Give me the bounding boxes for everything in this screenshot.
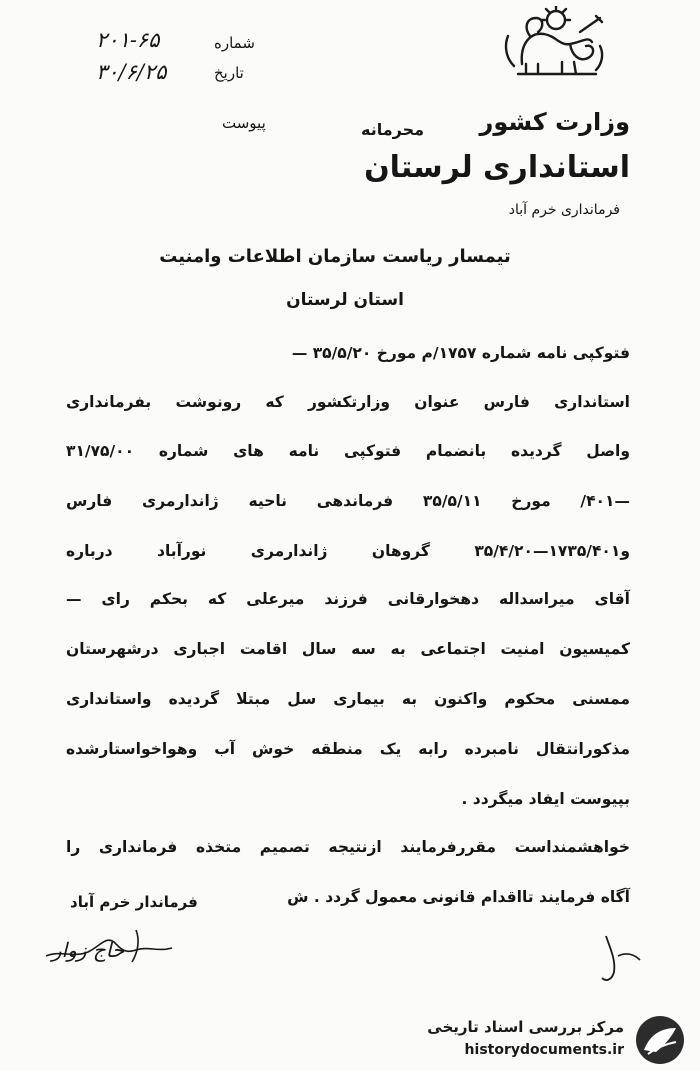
date-label: تاریخ	[214, 64, 244, 82]
body-line: فتوکپی نامه شماره ۱۷۵۷/م مورخ ۳۵/۵/۲۰ —	[291, 344, 630, 362]
body-line: —۴۰۱/ مورخ ۳۵/۵/۱۱ فرماندهی ناحیه ژاندارمری فارس	[66, 492, 630, 510]
body-line: و۱۷۳۵/۴۰۱—۳۵/۴/۲۰ گروهان ژاندارمری نورآباد درباره	[66, 542, 630, 560]
addressee-province: استان لرستان	[286, 290, 404, 310]
date-value: ۳۰/۶/۲۵	[96, 60, 167, 84]
handwritten-mark-icon	[596, 926, 646, 986]
sub-office-name: فرمانداری خرم آباد	[508, 202, 620, 218]
body-line: استانداری فارس عنوان وزارتکشور که رونوشت بفرمانداری	[66, 393, 630, 411]
body-line: مذکورانتقال نامبرده رابه یک منطقه خوش آب وهواخواستارشده	[66, 740, 630, 758]
attachment-label: پیوست	[222, 114, 266, 132]
body-line: کمیسیون امنیت اجتماعی به سه سال اقامت اجباری درشهرستان	[66, 640, 630, 658]
signature-name: حاج زوار	[52, 938, 125, 962]
body-line: آقای میراسداله دهخوارقانی فرزند میرعلی که بحکم رای —	[66, 590, 630, 608]
body-line: ممسنی محکوم واکنون به بیماری سل مبتلا گردیده واستانداری	[66, 690, 630, 708]
archive-logo-icon	[632, 1014, 688, 1066]
addressee-title: تیمسار ریاست سازمان اطلاعات وامنیت	[159, 246, 511, 267]
body-line: بپیوست ایفاد میگردد .	[461, 790, 630, 808]
classification-label: محرمانه	[360, 120, 424, 139]
body-line: خواهشمنداست مقررفرمایند ازنتیجه تصمیم متخذه فرمانداری را	[66, 838, 630, 856]
watermark-title: مرکز بررسی اسناد تاریخی	[427, 1018, 624, 1036]
lion-and-sun-emblem-icon	[500, 6, 608, 80]
watermark-url: historydocuments.ir	[464, 1042, 624, 1058]
number-value: ۲۰۱-۶۵	[96, 28, 160, 52]
archive-watermark	[428, 1012, 696, 1068]
body-line: واصل گردیده بانضمام فتوکپی نامه های شماره ۳۱/۷۵/۰۰	[66, 442, 630, 460]
signature-title: فرماندار خرم آباد	[70, 893, 198, 911]
ministry-name: وزارت کشور	[479, 108, 630, 136]
number-label: شماره	[214, 34, 255, 52]
body-line: آگاه فرمایند تااقدام قانونی معمول گردد . ش	[287, 888, 630, 906]
governorate-name: استانداری لرستان	[364, 150, 630, 185]
